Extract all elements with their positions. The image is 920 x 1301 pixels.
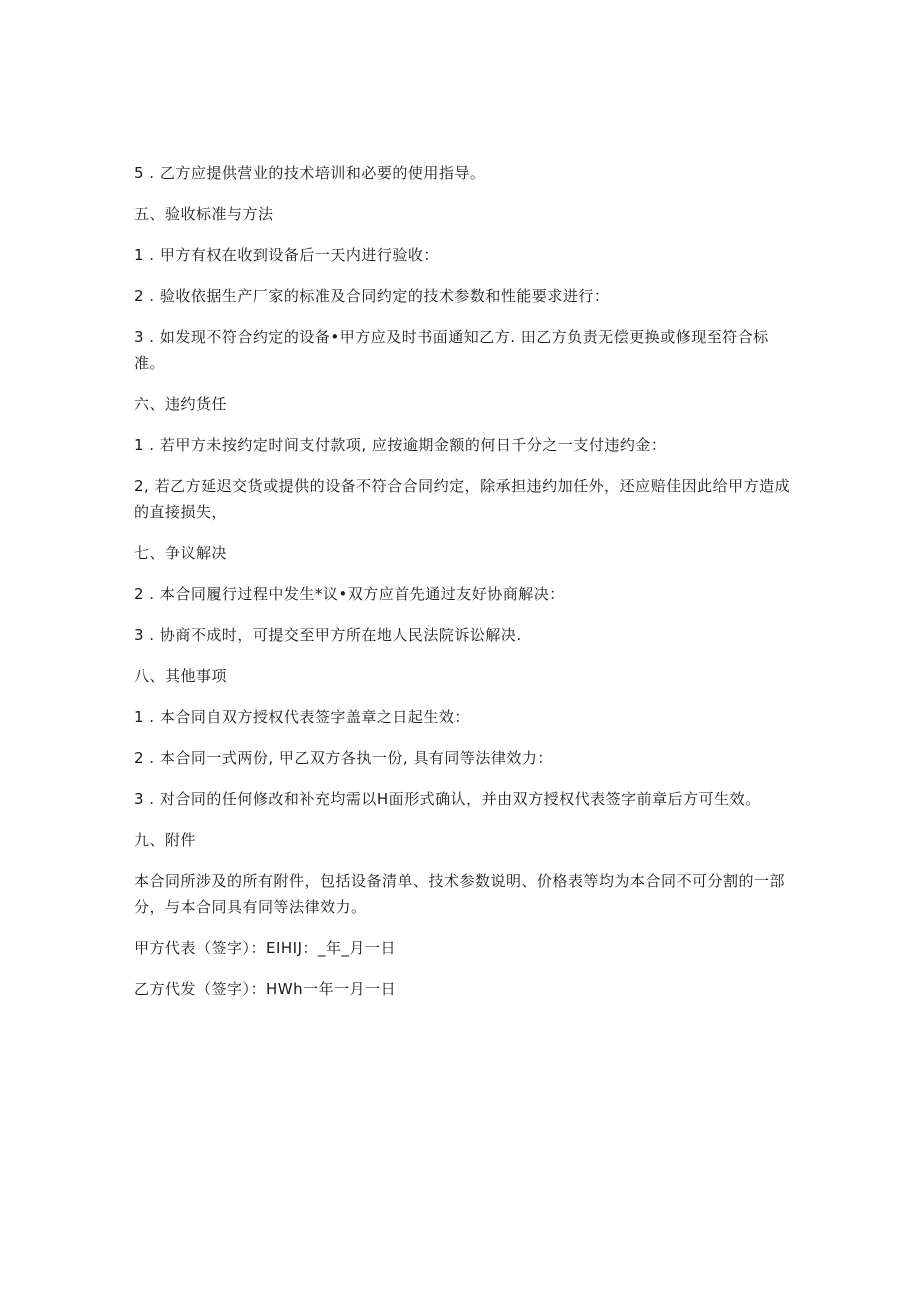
clause-acceptance-3: 3 . 如发现不符合约定的设备•甲方应及时书面通知乙方. 田乙方负责无偿更换或修现至符合标准。 xyxy=(134,328,769,372)
attachments-paragraph: 本合同所涉及的所有附件，包括设备清单、技术参数说明、价格表等均为本合同不可分割的一部分，与本合同具有同等法律效力。 xyxy=(134,872,786,916)
clause-5-training: 5 . 乙方应提供营业的技术培训和必要的使用指导。 xyxy=(134,164,486,182)
clause-acceptance-2: 2 . 验收依据生产厂家的标准及合同约定的技术参数和性能要求进行： xyxy=(134,287,610,305)
clause-dispute-2: 2 . 本合同履行过程中发生*议•双方应首先通过友好协商解决： xyxy=(134,585,565,603)
clause-other-2: 2 . 本合同一式两份, 甲乙双方各执一份, 具有同等法律效力： xyxy=(134,749,553,767)
clause-dispute-3: 3 . 协商不成时，可提交至甲方所在地人民法院诉讼解决. xyxy=(134,626,522,644)
section-heading-attachments: 九、附件 xyxy=(134,831,197,849)
clause-acceptance-1: 1 . 甲方有权在收到设备后一天内进行验收： xyxy=(134,246,439,264)
clause-liability-2: 2, 若乙方延迟交货或提供的设备不符合合同约定，除承担违约加任外，还应赔佳因此给甲方造成的直接损失， xyxy=(134,477,791,521)
party-b-signature-line: 乙方代发（签字）：HWh一年一月一日 xyxy=(134,980,397,998)
document-body xyxy=(134,160,794,1017)
clause-liability-1: 1 . 若甲方未按约定时间支付款项, 应按逾期金额的何日千分之一支付违约金： xyxy=(134,436,667,454)
section-heading-acceptance: 五、验收标准与方法 xyxy=(134,205,274,223)
section-heading-liability: 六、违约货任 xyxy=(134,395,228,413)
clause-other-1: 1 . 本合同自双方授权代表签字盖章之日起生效： xyxy=(134,708,470,726)
section-heading-dispute: 七、争议解决 xyxy=(134,544,228,562)
party-a-signature-line: 甲方代表（签字）：EIHIJ：_年_月一日 xyxy=(134,939,397,957)
section-heading-other: 八、其他事项 xyxy=(134,667,228,685)
clause-other-3: 3 . 对合同的任何修改和补充均需以H面形式确认，并由双方授权代表签字前章后方可生效。 xyxy=(134,790,761,808)
